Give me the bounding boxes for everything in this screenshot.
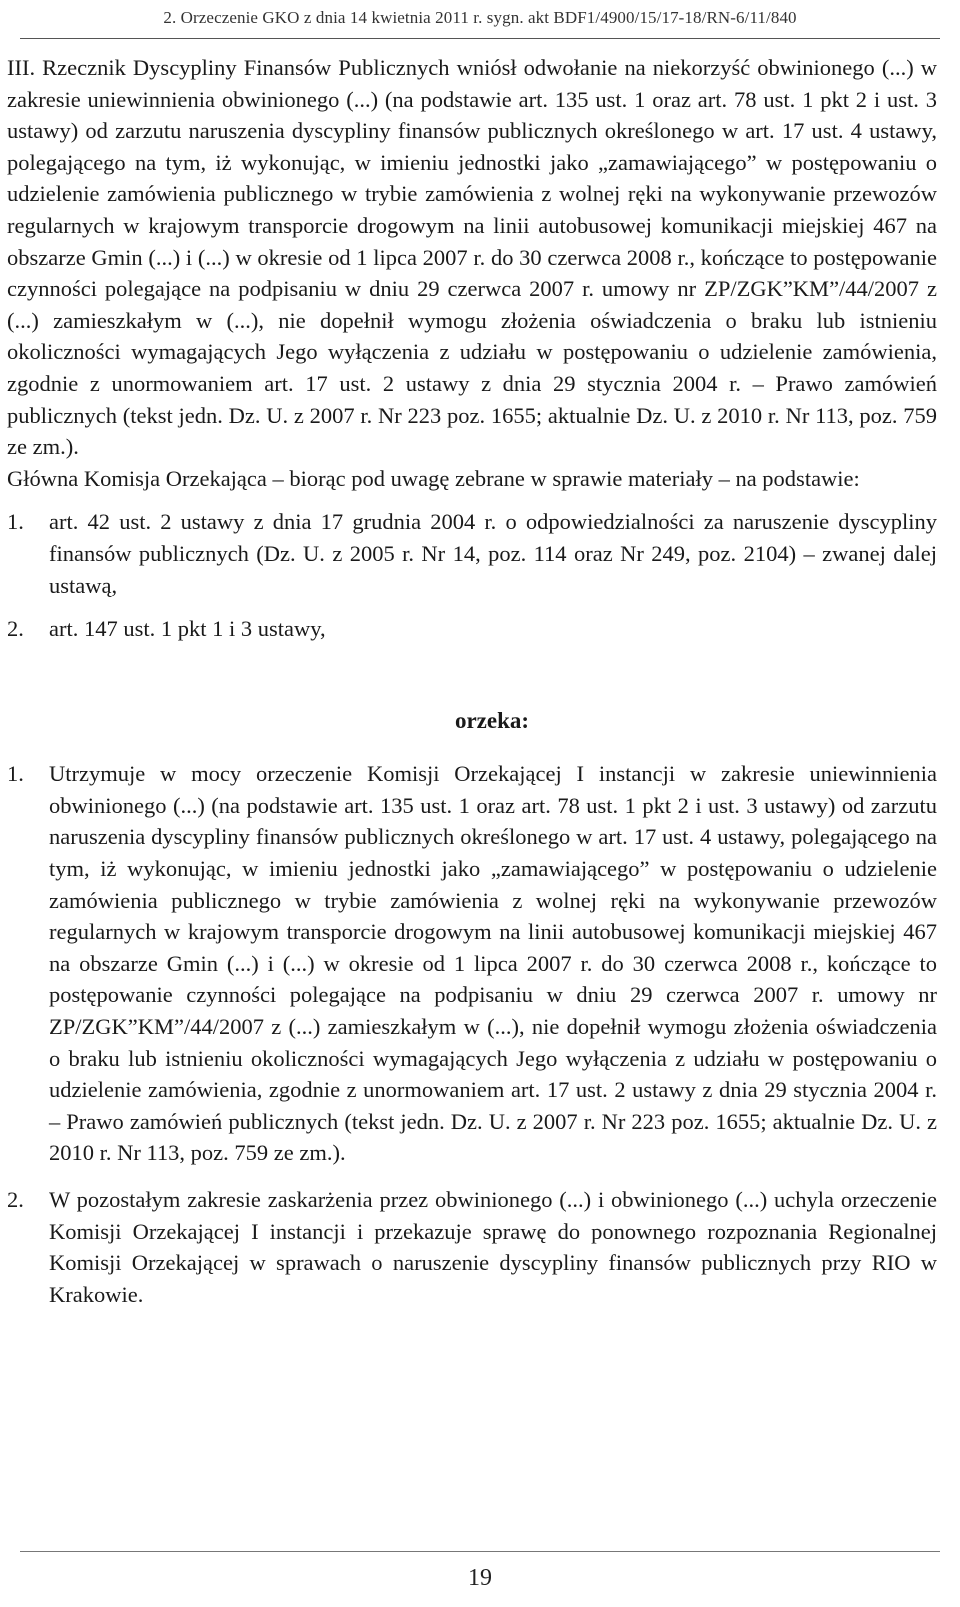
page-number: 19	[468, 1565, 492, 1591]
legal-basis-item	[7, 506, 937, 601]
gko-intro-paragraph: Główna Komisja Orzekająca – biorąc pod uwagę zebrane w sprawie materiały – na podstawie:	[7, 465, 860, 491]
list-text: W pozostałym zakresie zaskarżenia przez obwinionego (...) i obwinionego (...) uchyla orzeczenie Komisji Orzekającej I instancji i przekazuje sprawę do ponownego rozpoznania Regionalnej Komisji Orzekającej w sprawach o naruszenie dyscypliny finansów publicznych przy RIO w Krakowie.	[49, 1187, 937, 1307]
document-body	[7, 52, 937, 1310]
list-text: Utrzymuje w mocy orzeczenie Komisji Orzekającej I instancji w zakresie uniewinnienia obwinionego (...) (na podstawie art. 135 ust. 1 oraz art. 78 ust. 1 pkt 2 i ust. 3 ustawy) od zarzutu naruszenia dyscypliny finansów publicznych określonego w art. 17 ust. 4 ustawy, polegającego na tym, iż wykonując, w imieniu jednostki jako „zamawiającego” w postępowaniu o udzielenie zamówienia publicznego w trybie zamówienia z wolnej ręki na wykonywanie przewozów regularnych w krajowym transporcie drogowym na linii autobusowej komunikacji miejskiej 467 na obszarze Gmin (...) i (...) w okresie od 1 lipca 2007 r. do 30 czerwca 2008 r., kończące to postępowanie czynności polegające na podpisaniu w dniu 29 czerwca 2007 r. umowy nr ZP/ZGK”KM”/44/2007 z (...) zamieszkałym w (...), nie dopełnił wymogu złożenia oświadczenia o braku lub istnieniu okoliczności wymagających Jego wyłączenia z udziału w postępowaniu o udzielenie zamówienia, zgodnie z unormowaniem art. 17 ust. 2 ustawy z dnia 29 stycznia 2004 r. – Prawo zamówień publicznych (tekst jedn. Dz. U. z 2007 r. Nr 223 poz. 1655; aktualnie Dz. U. z 2010 r. Nr 113, poz. 759 ze zm.).	[49, 761, 937, 1166]
list-number: 1.	[7, 761, 24, 787]
verdict-heading: orzeka:	[454, 707, 530, 733]
list-number: 2.	[7, 616, 24, 642]
verdict-item	[7, 758, 937, 1169]
list-number: 1.	[7, 509, 24, 535]
section-iii-paragraph: III. Rzecznik Dyscypliny Finansów Publicznych wniósł odwołanie na niekorzyść obwinionego (...) w zakresie uniewinnienia obwinionego (...) (na podstawie art. 135 ust. 1 oraz art. 78 ust. 1 pkt 2 i ust. 3 ustawy) od zarzutu naruszenia dyscypliny finansów publicznych określonego w art. 17 ust. 4 ustawy, polegającego na tym, iż wykonując, w imieniu jednostki jako „zamawiającego” w postępowaniu o udzielenie zamówienia publicznego w trybie zamówienia z wolnej ręki na wykonywanie przewozów regularnych w krajowym transporcie drogowym na linii autobusowej komunikacji miejskiej 467 na obszarze Gmin (...) i (...) w okresie od 1 lipca 2007 r. do 30 czerwca 2008 r., kończące to postępowanie czynności polegające na podpisaniu w dniu 29 czerwca 2007 r. umowy nr ZP/ZGK”KM”/44/2007 z (...) zamieszkałym w (...), nie dopełnił wymogu złożenia oświadczenia o braku lub istnieniu okoliczności wymagających Jego wyłączenia z udziału w postępowaniu o udzielenie zamówienia, zgodnie z unormowaniem art. 17 ust. 2 ustawy z dnia 29 stycznia 2004 r. – Prawo zamówień publicznych (tekst jedn. Dz. U. z 2007 r. Nr 223 poz. 1655; aktualnie Dz. U. z 2010 r. Nr 113, poz. 759 ze zm.).	[7, 55, 937, 460]
list-text: art. 42 ust. 2 ustawy z dnia 17 grudnia 2004 r. o odpowiedzialności za naruszenie dyscypliny finansów publicznych (Dz. U. z 2005 r. Nr 14, poz. 114 oraz Nr 249, poz. 2104) – zwanej dalej ustawą,	[49, 509, 937, 598]
verdict-item	[7, 1184, 937, 1310]
running-header	[20, 0, 940, 39]
legal-basis-item	[7, 613, 937, 645]
list-number: 2.	[7, 1187, 24, 1212]
footer-divider	[20, 1551, 940, 1552]
running-header-title: 2. Orzeczenie GKO z dnia 14 kwietnia 2011 r. sygn. akt BDF1/4900/15/17-18/RN-6/11/840	[163, 8, 797, 27]
list-text: art. 147 ust. 1 pkt 1 i 3 ustawy,	[49, 616, 326, 642]
